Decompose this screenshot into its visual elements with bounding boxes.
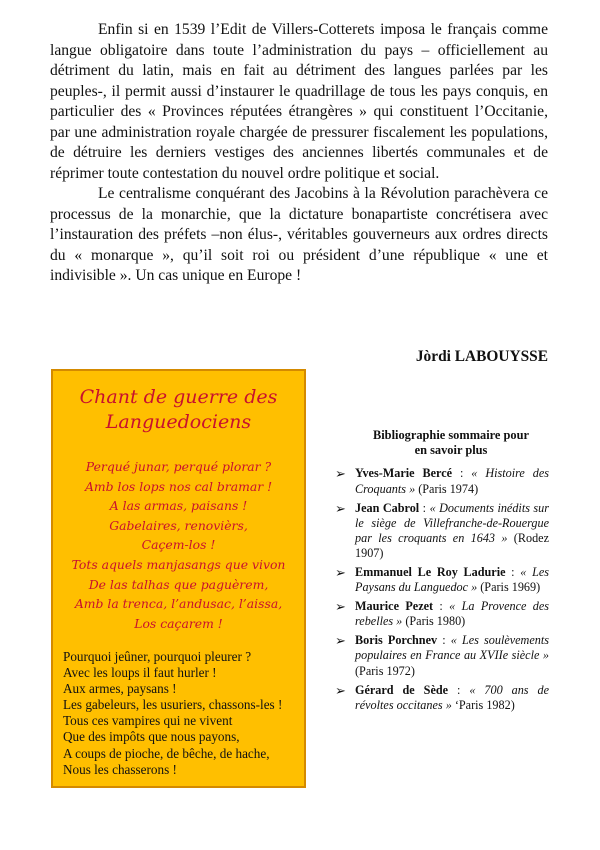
occitan-lyrics [53,457,304,633]
lyric-line: Amb los lops nos cal bramar ! [84,478,273,494]
lyric-line: Nous les chasserons ! [63,761,177,777]
entry-separator: : [419,500,430,515]
bibliography-heading [353,428,549,458]
song-title-line: Chant de guerre des [79,386,278,408]
entry-title: « Histoire des Croquants » [355,466,549,496]
entry-details: (Paris 1974) [415,481,479,496]
lyric-line: Pourquoi jeûner, pourquoi pleurer ? [63,649,252,664]
lyric-line: Amb la trenca, l’andusac, l’aissa, [74,596,283,612]
entry-title: « La Provence des rebelles » [355,599,549,629]
arrow-bullet-icon: ➢ [335,682,346,698]
bibliography-heading-line: en savoir plus [414,443,488,458]
bibliography-list [335,466,549,712]
lyric-line: Tots aquels manjasangs que vivon [71,556,286,572]
entry-details: (Paris 1969) [477,580,541,595]
arrow-bullet-icon: ➢ [335,500,346,516]
arrow-bullet-icon: ➢ [335,564,346,580]
bibliography-entry [335,466,549,496]
entry-separator: : [437,633,451,648]
arrow-bullet-icon: ➢ [335,633,346,649]
entry-author: Jean Cabrol [355,500,420,515]
bibliography-heading-line: Bibliographie sommaire pour [372,428,530,442]
lyric-line: Perqué junar, perqué plorar ? [85,459,272,474]
paragraph-2: Le centralisme conquérant des Jacobins à la Révolution parachèvera ce processus de la monarchie, que la dictature bonapartiste concrétisera avec l’instauration des préfets –non élus-, véritables gouverneurs aux ordres directs du « monarque », qu’il soit roi ou président d’une république « une et indivisible ». Un cas unique en Europe ! [50,185,548,284]
bibliography-entry [335,565,549,595]
entry-details: ‘Paris 1982) [451,697,515,712]
lyric-line: Tous ces vampires qui ne vivent [63,713,233,729]
bibliography-entry [335,633,549,678]
entry-title: « Documents inédits sur le siège de Villefranche-de-Rouergue par les croquants en 1643 » [355,500,550,545]
entry-author: Boris Porchnev [355,633,438,648]
entry-separator: : [452,466,472,481]
lyric-line: Gabelaires, renovièrs, [109,517,248,533]
entry-title: « Les Paysans du Languedoc » [355,564,550,595]
lyric-line: Les gabeleurs, les usuriers, chassons-les ! [63,697,283,713]
entry-separator: : [433,599,450,614]
entry-title: « Les soulèvements populaires en France au XVIIe siècle » [355,633,549,663]
lyric-line: De las talhas que paguèrem, [88,576,269,592]
arrow-bullet-icon: ➢ [335,466,346,482]
song-title-line: Languedociens [105,411,252,433]
entry-details: (Paris 1980) [402,614,466,629]
entry-details: (Rodez 1907) [355,530,549,560]
bibliography-entry [335,501,549,561]
lyric-line: A las armas, paisans ! [109,498,248,514]
entry-author: Maurice Pezet [355,599,434,614]
lyric-line: Los caçarem ! [134,615,223,631]
entry-author: Gérard de Sède [355,682,449,697]
lyric-line: Aux armes, paysans ! [63,681,177,697]
entry-separator: : [505,564,521,579]
lyric-line: Que des impôts que nous payons, [63,729,240,745]
entry-details: (Paris 1972) [355,663,415,678]
entry-title: « 700 ans de révoltes occitanes » [355,682,549,712]
lyric-line: Avec les loups il faut hurler ! [63,665,217,681]
entry-separator: : [448,682,470,697]
song-box [51,369,306,788]
french-lyrics [63,649,301,778]
lyric-line: A coups de pioche, de bêche, de hache, [63,745,270,761]
paragraph-1: Enfin si en 1539 l’Edit de Villers-Cotterets imposa le français comme langue obligatoire dans toute l’administration du pays – officiellement au détriment du latin, mais en fait au détriment des langues parlées par les peuples-, il permit aussi d’instaurer le quadrillage de tous les pays conquis, en particulier des « Provinces réputées étrangères » qui constituent l’Occitanie, par une administration royale chargée de pressurer fiscalement les populations, de détruire les derniers vestiges des anciennes libertés communales et de réprimer toute contestation du nouvel ordre politique et social. [50,21,548,182]
lyric-line: Caçem-los ! [141,537,216,553]
bibliography-entry [335,599,549,629]
entry-author: Yves-Marie Bercé [355,466,453,481]
author-signature: Jòrdi LABOUYSSE [415,348,548,365]
song-title [53,385,304,435]
bibliography-entry [335,683,549,713]
arrow-bullet-icon: ➢ [335,599,346,615]
bibliography [335,428,549,717]
main-article [50,20,548,287]
entry-author: Emmanuel Le Roy Ladurie [355,564,506,579]
